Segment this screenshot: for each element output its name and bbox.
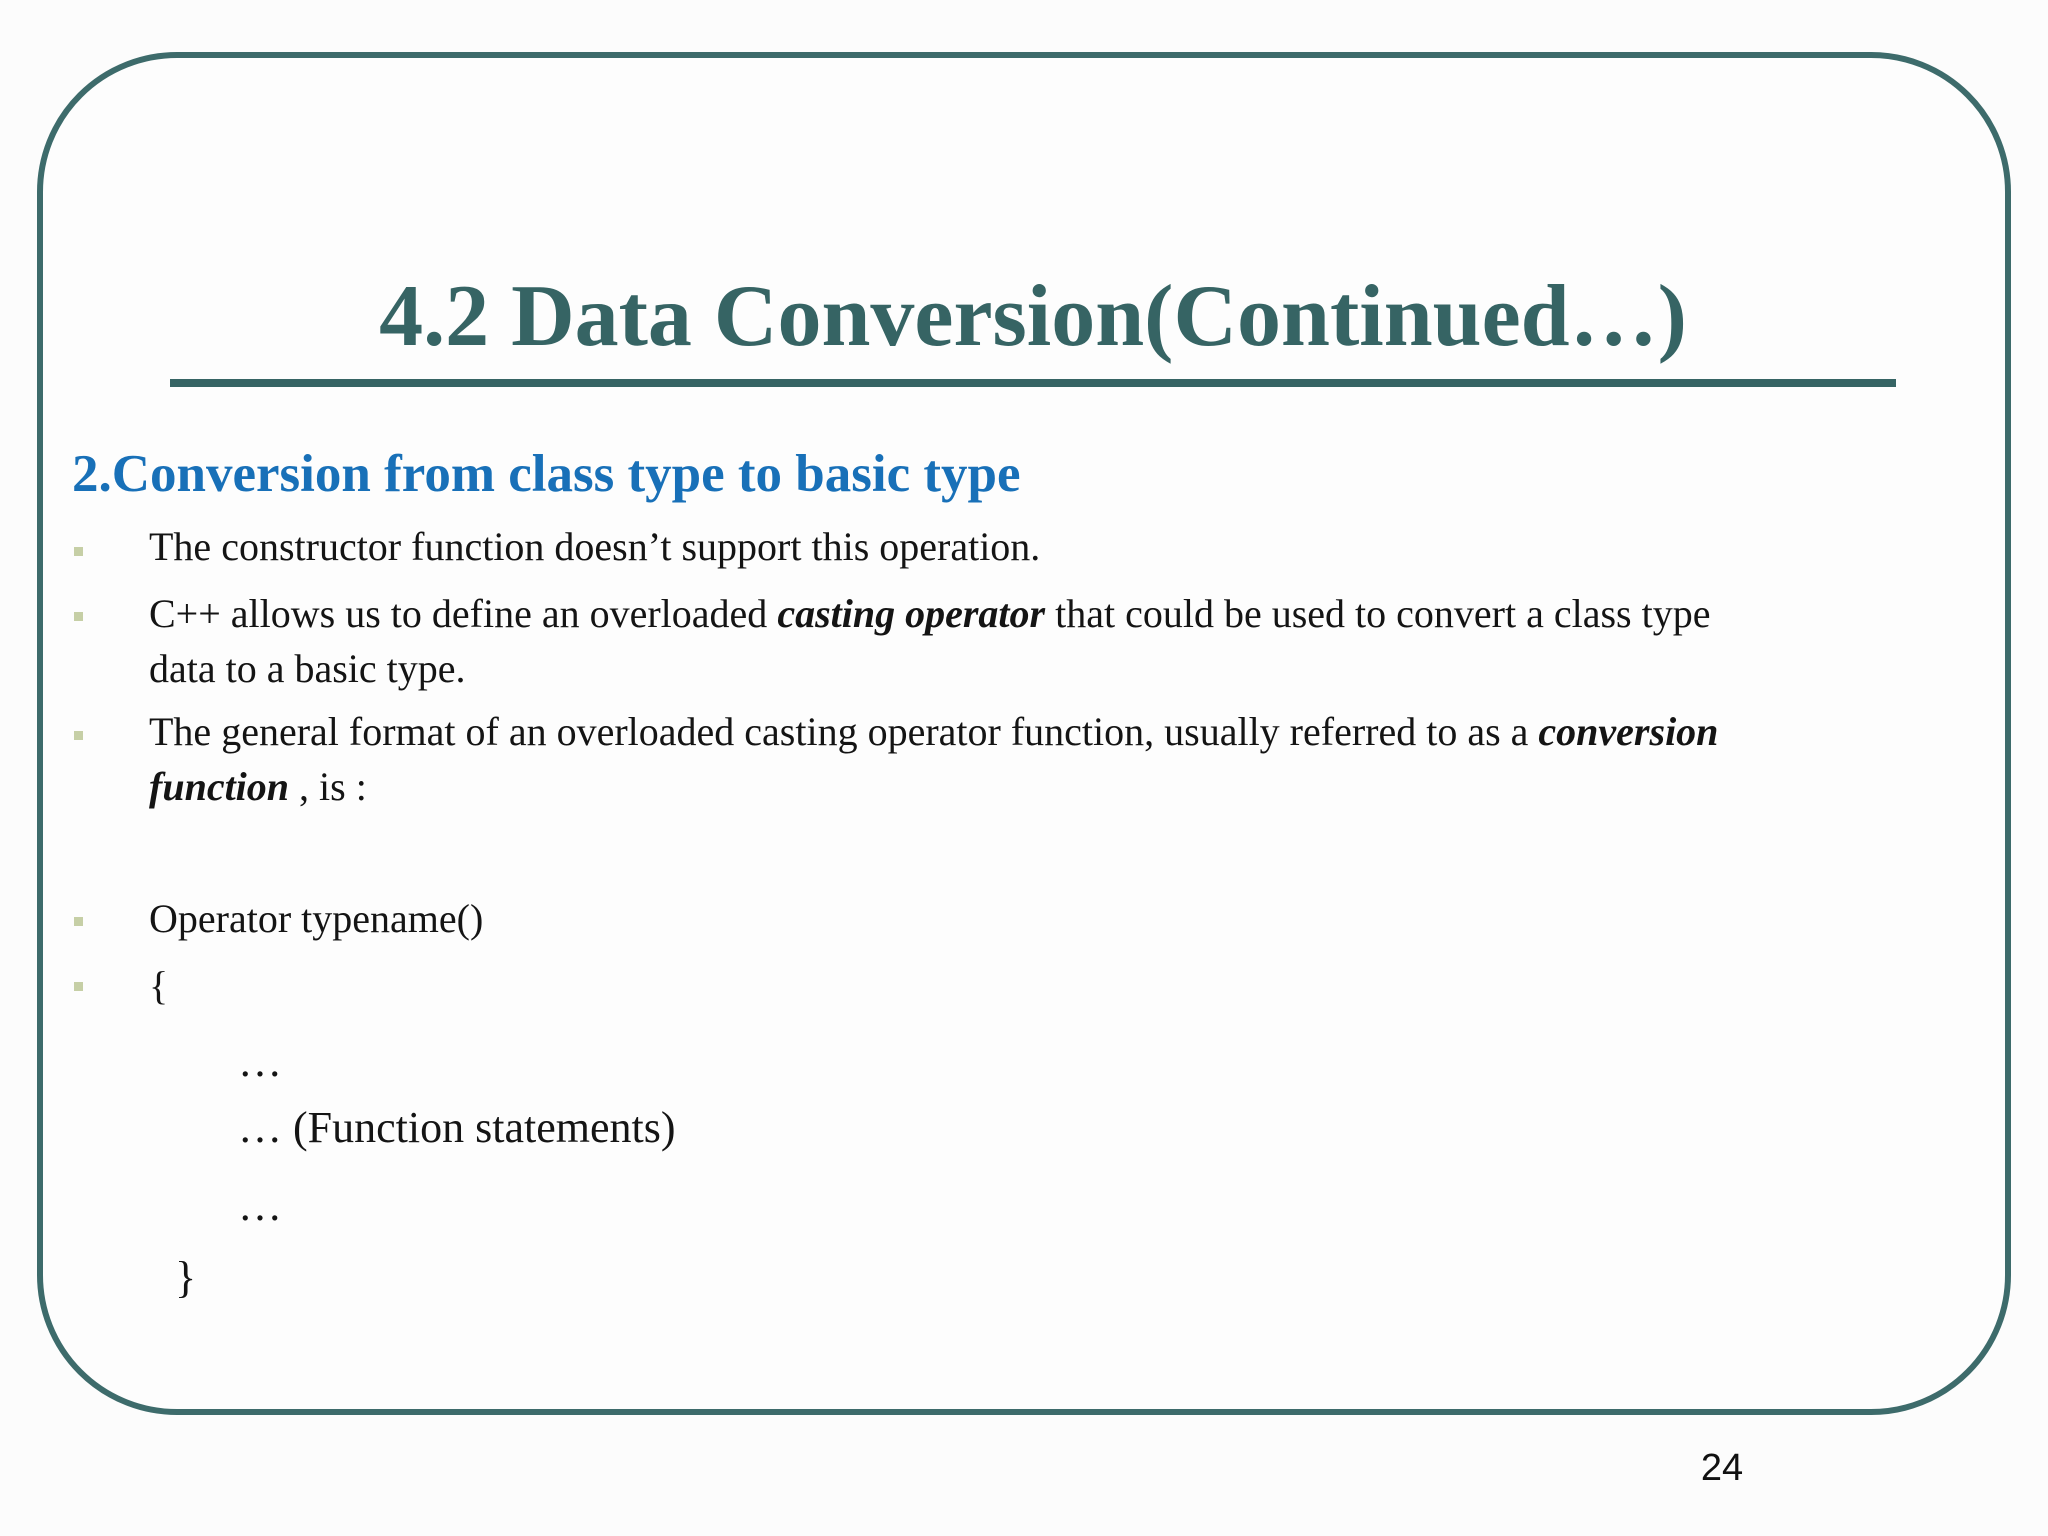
page-number: 24 xyxy=(1700,1447,1744,1489)
section-heading: 2.Conversion from class type to basic type xyxy=(72,445,1021,503)
bullet-2-line-2: data to a basic type. xyxy=(149,646,466,691)
bullet-5-line-1: { xyxy=(149,963,169,1008)
code-closing-brace: } xyxy=(175,1253,197,1302)
bullet-marker xyxy=(74,547,83,556)
bullet-2-line-1-part-b: that could be used to convert a class type xyxy=(1045,591,1711,636)
bullet-marker xyxy=(74,612,83,621)
bullet-text-5 xyxy=(149,958,168,1013)
bullet-2-emphasis: casting operator xyxy=(777,591,1046,636)
title-underline xyxy=(170,379,1896,387)
bullet-4-line-1: Operator typename() xyxy=(149,896,484,941)
bullet-text-3 xyxy=(149,704,1718,814)
bullet-3-emphasis-2: function xyxy=(149,764,290,809)
bullet-marker xyxy=(74,731,83,740)
bullet-3-emphasis-1: conversion xyxy=(1538,709,1719,754)
code-statement-line: … (Function statements) xyxy=(238,1103,676,1152)
bullet-text-1 xyxy=(149,519,1040,574)
bullet-3-line-2-part-b: , is : xyxy=(289,764,367,809)
slide-title: 4.2 Data Conversion(Continued…) xyxy=(379,268,1687,365)
code-ellipsis-bottom: … xyxy=(238,1181,282,1230)
bullet-marker xyxy=(74,917,83,926)
bullet-2-line-1-part-a: C++ allows us to define an overloaded xyxy=(149,591,778,636)
bullet-1-line-1: The constructor function doesn’t support this operation. xyxy=(149,524,1041,569)
bullet-3-line-1-part-a: The general format of an overloaded casting operator function, usually referred to as a xyxy=(149,709,1539,754)
bullet-text-2 xyxy=(149,586,1710,696)
bullet-text-4 xyxy=(149,891,483,946)
code-ellipsis-top: … xyxy=(238,1037,282,1086)
bullet-marker xyxy=(74,982,83,991)
